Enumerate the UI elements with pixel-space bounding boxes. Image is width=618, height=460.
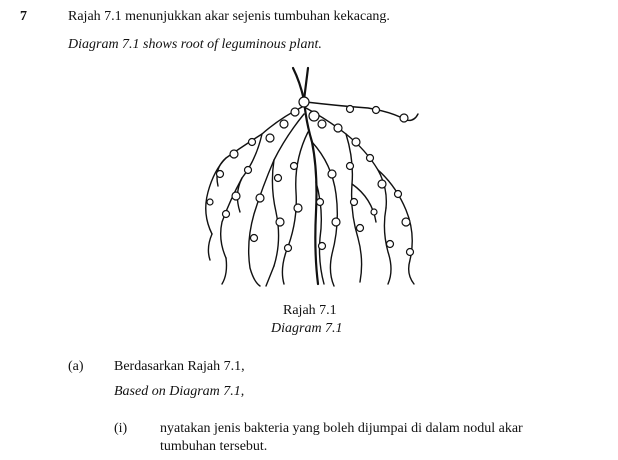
sub-i-line2: tumbuhan tersebut. [160, 439, 268, 454]
part-a-label: (a) [68, 359, 84, 374]
intro-english: Diagram 7.1 shows root of leguminous plant. [68, 37, 322, 52]
question-number: 7 [20, 9, 27, 24]
part-a-stem-malay: Berdasarkan Rajah 7.1, [114, 359, 245, 374]
figure-caption-malay: Rajah 7.1 [283, 303, 337, 318]
intro-malay: Rajah 7.1 menunjukkan akar sejenis tumbuhan kekacang. [68, 9, 390, 24]
figure-caption-english: Diagram 7.1 [271, 321, 343, 336]
sub-i-line1: nyatakan jenis bakteria yang boleh dijumpai di dalam nodul akar [160, 421, 523, 436]
root-nodule-diagram [200, 62, 425, 290]
part-a-stem-english: Based on Diagram 7.1, [114, 384, 245, 399]
sub-i-label: (i) [114, 421, 128, 436]
